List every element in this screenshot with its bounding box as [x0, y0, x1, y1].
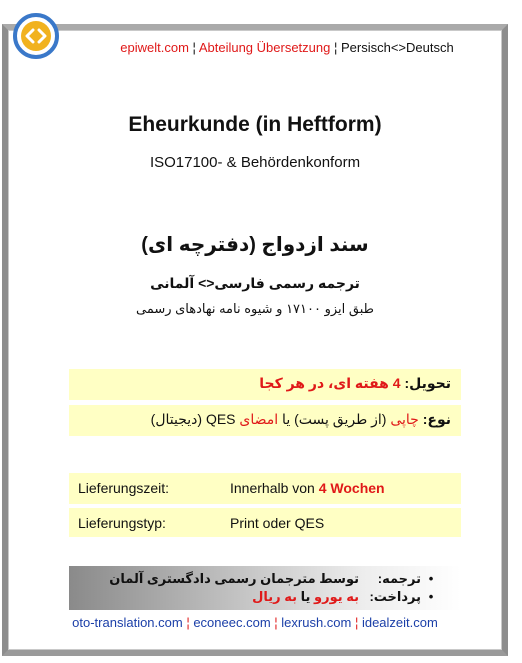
german-delivery-label: Lieferungszeit:	[78, 480, 170, 496]
footer-separator: ¦	[182, 615, 194, 630]
footer-links	[8, 615, 502, 630]
payment-euro: به یورو	[314, 589, 359, 604]
code-brackets-logo-icon	[13, 13, 59, 59]
info-band	[69, 566, 461, 610]
payment-label: پرداخت:	[369, 589, 421, 604]
footer-link-lexrush[interactable]: lexrush.com	[281, 615, 352, 630]
footer-link-idealzeit[interactable]: idealzeit.com	[361, 615, 438, 630]
persian-subtitle: ترجمه رسمی فارسی<> آلمانی	[150, 275, 360, 291]
header-separator: ¦	[330, 40, 341, 55]
payment-rial: به ریال	[252, 589, 298, 604]
german-type-value: Print oder QES	[230, 515, 325, 531]
persian-delivery-location: در هر کجا	[259, 375, 329, 391]
header-separator: ¦	[188, 40, 199, 55]
footer-separator: ¦	[270, 615, 282, 630]
page-subtitle: ISO17100- & Behördenkonform	[149, 154, 361, 171]
footer-separator: ¦	[351, 615, 362, 630]
translation-value: توسط مترجمان رسمی دادگستری آلمان	[109, 571, 359, 586]
german-delivery-prefix: Innerhalb von	[230, 480, 319, 496]
persian-type-qes: QES (دیجیتال)	[150, 411, 240, 427]
translation-info-row	[109, 571, 441, 587]
persian-delivery-weeks: 4 هفته ای،	[328, 375, 401, 391]
persian-type-print: چاپی	[390, 411, 419, 427]
persian-type-box	[69, 405, 461, 436]
site-link[interactable]: epiwelt.com	[120, 40, 189, 55]
persian-standards-note: طبق ایزو ۱۷۱۰۰ و شیوه نامه نهادهای رسمی	[135, 301, 374, 316]
translation-label: ترجمه:	[377, 571, 421, 586]
footer-link-econeec[interactable]: econeec.com	[193, 615, 271, 630]
german-delivery-weeks: 4 Wochen	[318, 480, 385, 496]
persian-title: سند ازدواج (دفترچه ای)	[141, 234, 369, 256]
footer-link-oto-translation[interactable]: oto-translation.com	[72, 615, 183, 630]
page-title: Eheurkunde (in Heftform)	[128, 113, 382, 136]
persian-delivery-label: تحویل:	[404, 375, 451, 391]
persian-type-label: نوع:	[422, 411, 451, 427]
payment-or: یا	[297, 589, 315, 604]
language-pair: Persisch<>Deutsch	[340, 40, 454, 55]
german-type-label: Lieferungstyp:	[78, 515, 166, 531]
german-delivery-box	[69, 473, 461, 504]
payment-info-row	[252, 589, 441, 605]
persian-type-signature: امضای	[239, 411, 279, 427]
department-label: Abteilung Übersetzung	[198, 40, 331, 55]
german-type-box	[69, 508, 461, 537]
bullet: •	[428, 571, 434, 586]
persian-type-print-note: (از طریق پست) یا	[278, 411, 391, 427]
german-delivery-value	[230, 480, 385, 496]
persian-delivery-box	[69, 369, 461, 400]
bullet: •	[428, 589, 434, 604]
header-line	[72, 40, 502, 55]
